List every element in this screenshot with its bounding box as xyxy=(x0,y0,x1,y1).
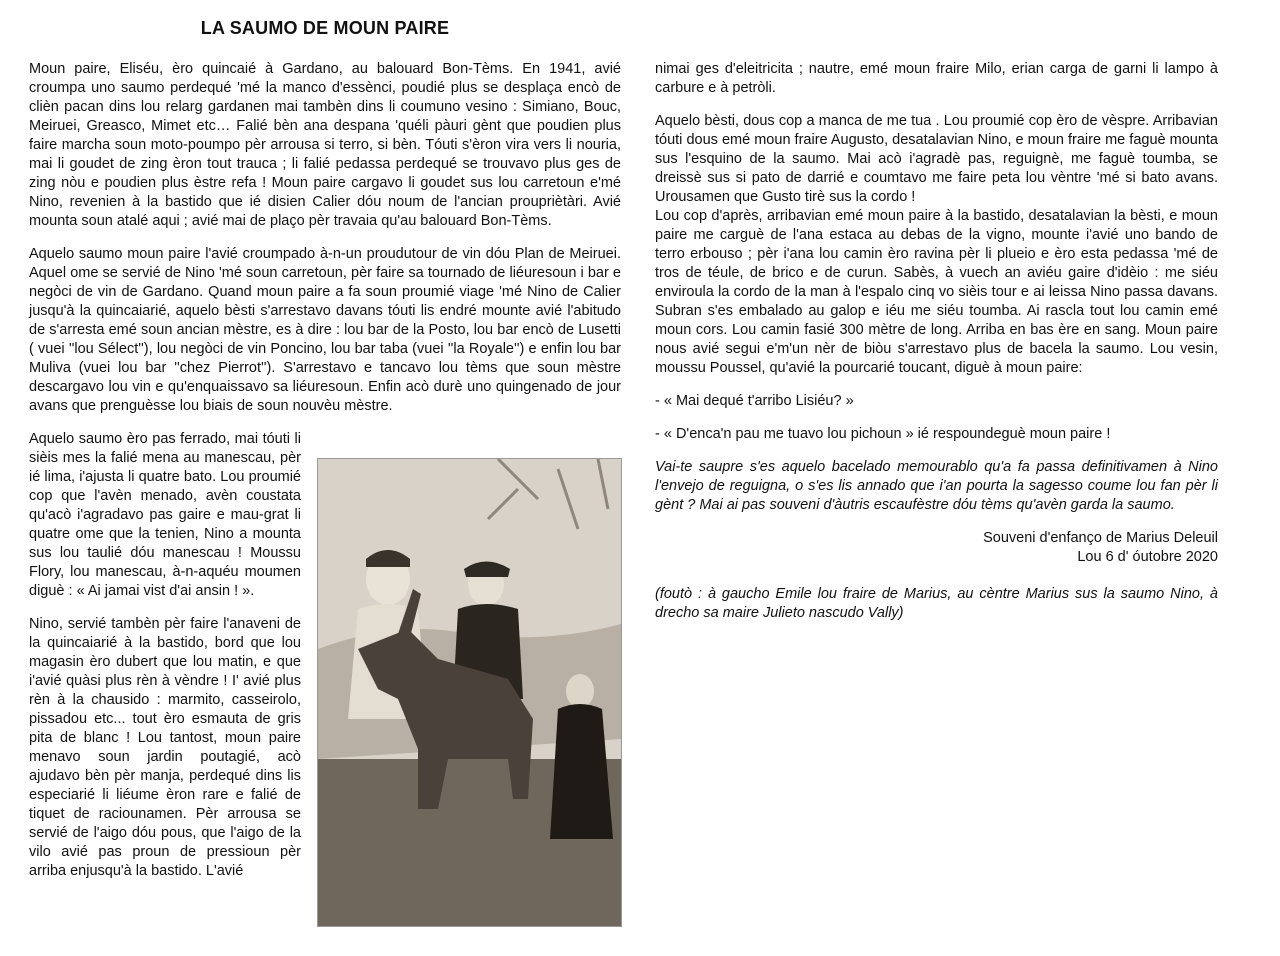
signature xyxy=(655,529,1218,567)
paragraph-2: Aquelo saumo moun paire l'avié croumpado à-n-un proudutour de vin dóu Plan de Meiruei. Aquel ome se servié de Nino 'mé soun carretoun, pèr faire sa tournado de liéuresoun i bar e negòci de vin de Gardano. Quand moun paire a fa soun proumié viage 'mé Nino de Calier jusqu'à la quincaiarié, aquelo bèsti s'arrestavo davans tóuti lis endré mounte avié l'abitudo de s'arresta emé soun ancian mèstre, es à dire : lou bar de la Posto, lou bar encò de Lusetti ( vuei ''lou Sélect''), lou negòci de vin Poncino, lou bar taba (vuei ''la Royale'') e enfin lou bar Muliva (vuei lou bar ''chez Pierrot''). S'arrestavo e tancavo lou tèms que soun mèstre descargavo lou vin e qu'enquaissavo sa liéuresoun. Enfin acò durè uno quingenado de jour avans que prenguèsse lou biais de soun nouvèu mèstre. xyxy=(29,246,621,414)
paragraph-1: Moun paire, Eliséu, èro quincaié à Gardano, au balouard Bon-Tèms. En 1941, avié croumpa uno saumo perdequé 'mé la manco d'essènci, poudié plus se desplaça encò de clièn pacan dins lou relarg gardanen mai tambèn dins li coumuno vesino : Simiano, Bouc, Meiruei, Greasco, Mimet etc… Falié bèn ana despana 'quéli pàuri gènt que poudien plus faire marcha soun moto-poumpo pèr arrousa si terro, si bèn. Tóuti s'èron vira vers li nouria, mai li goudet de zing èron tout trauca ; li falié pedassa perdequé se trouvavo plus ges de zing nòu e poudien plus èstre refa ! Moun paire cargavo li goudet sus lou carretoun e'mé Nino, revenien à la bastido que ié disien Calier dóu noum de l'ancian proupriètàri. Avié mounta soun atalé aqui ; avié mai de plaço pèr travaia qu'au balouard Bon-Tèms. xyxy=(29,61,621,229)
paragraph-3: Aquelo saumo èro pas ferrado, mai tóuti li sièis mes la falié mena au manescau, pèr ié lima, i'ajusta li quatre bato. Lou proumié cop que l'avèn menado, avèn coustata qu'acò i'agradavo pas gaire e mau-grat li quatre ome que la tenien, Nino a mounta sus lou taulié dóu manescau ! Moussu Flory, lou manescau, à-n-aquéu moumen diguè : « Ai jamai vist d'ai ansin ! ». xyxy=(29,431,301,599)
paragraph-5: nimai ges d'eleitricita ; nautre, emé moun fraire Milo, erian carga de garni li lampo à carbure e à petròli. xyxy=(655,61,1218,96)
photo-caption: (foutò : à gaucho Emile lou fraire de Marius, au cèntre Marius sus la saumo Nino, à drecho sa maire Julieto nascudo Vally) xyxy=(655,586,1218,621)
quote-1: - « Mai dequé t'arribo Lisiéu? » xyxy=(655,393,854,409)
paragraph-6: Aquelo bèsti, dous cop a manca de me tua . Lou proumié cop èro de vèspre. Arribavian tóuti dous emé moun fraire Augusto, desatalavian Nino, e moun fraire me faguè mounta sus l'esquino de la saumo. Mai acò i'agradè pas, reguignè, me faguè toumba, se dreissè sus si pato de darrié e coumtavo me faire peta lou vèntre 'mé si bato avans. Urousamen que Gusto tirè sus la cordo ! xyxy=(655,113,1218,205)
quote-2: - « D'enca'n pau me tuavo lou pichoun » ié respoundeguè moun paire ! xyxy=(655,426,1111,442)
paragraph-7: Lou cop d'après, arribavian emé moun paire à la bastido, desatalavian la bèsti, e moun paire me carguè de l'ana estaca au debas de la vigno, mounte i'avié uno bando de terro erbouso ; pèr i'ana lou camin èro ravina pèr li plueio e èro esta pedassa 'mé de tros de téule, de brico e de curun. Sabès, à vuech an aviéu gaire d'idèio : me siéu enviroula la cordo de la man à l'espalo cinq vo sièis tour e ai leissa Nino passa davans. Subran s'es embalado au galop e iéu me siéu toumba. Ai rascla tout lou camin emé moun cors. Lou camin fasié 300 mètre de long. Arriba en bas ère en sang. Moun paire nous avié segui e'm'un nèr de biòu s'arrestavo plus de bacela la saumo. Lou vesin, moussu Poussel, qu'avié la pourcarié toucant, diguè à moun paire: xyxy=(655,208,1218,376)
right-column xyxy=(655,60,1218,637)
signature-name: Souveni d'enfanço de Marius Deleuil xyxy=(983,530,1218,546)
signature-date: Lou 6 d' óutobre 2020 xyxy=(1077,549,1218,565)
family-photo xyxy=(317,458,622,927)
closing-paragraph: Vai-te saupre s'es aquelo bacelado memourablo qu'a fa passa definitivamen à Nino l'envejo de reguigna, o s'es lis annado que i'an pourta la sagesso coume lou fan pèr li gènt ? Mai ai pas souveni d'àutris escaufèstre dóu tèms qu'avèn garda la saumo. xyxy=(655,459,1218,513)
paragraph-4: Nino, servié tambèn pèr faire l'anaveni de la quincaiarié à la bastido, bord que lou magasin èro dubert que lou matin, e que i'avié quàsi plus rèn à vèndre ! I' avié plus rèn à la chausido : marmito, casseirolo, pissadou etc... tout èro esmauta de gris pita de blanc ! Lou tantost, moun paire menavo soun jardin poutagié, acò ajudavo bèn pèr manja, perdequé dins lis especiarié li liéume èron rare e falié de tiquet de raciounamen. Pèr arrousa se servié de l'aigo dóu pous, que l'aigo de la vilo avié pas proun de pressioun pèr arriba enjusqu'à la bastido. L'avié xyxy=(29,616,301,879)
photo-illustration xyxy=(318,459,621,926)
page-title: LA SAUMO DE MOUN PAIRE xyxy=(200,18,450,38)
